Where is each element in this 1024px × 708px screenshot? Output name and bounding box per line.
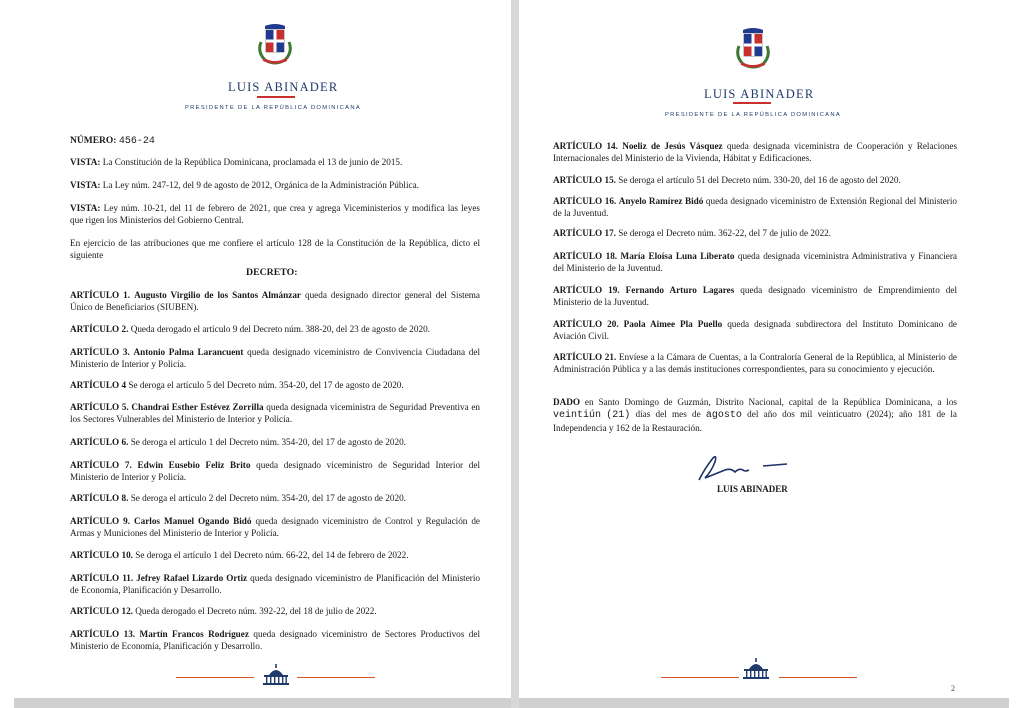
decreto-heading: DECRETO: [246, 267, 298, 278]
vista-2 [70, 179, 480, 191]
dado-month: agosto [705, 410, 742, 421]
dado-paragraph [553, 396, 957, 434]
footer-line-left [176, 677, 254, 678]
article-4: ARTÍCULO 4 Se deroga el artículo 5 del Decreto núm. 354-20, del 17 de agosto de 2020. [70, 380, 404, 390]
decree-number-label: NÚMERO: [70, 136, 117, 146]
document-page-1 [0, 0, 511, 708]
vista-text: La Constitución de la República Dominicana, proclamada el 13 de junio de 2015. [102, 157, 403, 167]
header-name: LUIS ABINADER [228, 80, 339, 94]
vista-label: VISTA: [70, 180, 101, 190]
article-18: ARTÍCULO 18. María Eloísa Luna Liberato queda designada viceministra Administrativa y Financiera del Ministerio de la Juventud. [553, 251, 958, 273]
article-5: ARTÍCULO 5. Chandrai Esther Estévez Zorrilla queda designada viceministra de Seguridad Preventiva en los Sectores Vulnerables del Ministerio de Interior y Policía. [70, 402, 480, 424]
header-title: PRESIDENTE DE LA REPÚBLICA DOMINICANA [665, 112, 841, 118]
footer-line-right [779, 677, 857, 678]
dado-text-3: del año dos mil veinticuatro (2024); año 181 de la Independencia y 162 de la Restauración. [553, 409, 958, 433]
page-gutter [511, 0, 519, 708]
article-10: ARTÍCULO 10. Se deroga el artículo 1 del Decreto núm. 66-22, del 14 de febrero de 2022. [70, 550, 409, 560]
palace-dome-icon [741, 657, 771, 679]
vista-1 [70, 156, 480, 168]
decree-number-value: 456-24 [118, 136, 155, 147]
article-15: ARTÍCULO 15. Se deroga el artículo 51 del Decreto núm. 330-20, del 16 de agosto del 2020. [553, 175, 901, 185]
header-title: PRESIDENTE DE LA REPÚBLICA DOMINICANA [185, 105, 361, 111]
header-name: LUIS ABINADER [704, 87, 815, 101]
document-page-2 [519, 0, 1024, 708]
article-13: ARTÍCULO 13. Martín Francos Rodríguez queda designado viceministro de Sectores Productivos del Ministerio de Economía, Planificación y Desarrollo. [70, 629, 480, 651]
article-17: ARTÍCULO 17. Se deroga el Decreto núm. 362-22, del 7 de julio de 2022. [553, 228, 832, 238]
ejercicio-paragraph: En ejercicio de las atribuciones que me confiere el artículo 128 de la Constitución de la República, dicto el siguiente [70, 238, 480, 260]
dado-day-number: (21) [606, 410, 631, 421]
article-6: ARTÍCULO 6. Se deroga el artículo 1 del Decreto núm. 354-20, del 17 de agosto de 2020. [70, 437, 406, 447]
page-number: 2 [951, 684, 955, 693]
article-1: ARTÍCULO 1. Augusto Virgilio de los Santos Almánzar queda designado director general del Sistema Único de Beneficiarios (SIUBEN). [70, 290, 481, 312]
article-9: ARTÍCULO 9. Carlos Manuel Ogando Bidó queda designado viceministro de Control y Regulación de Armas y Municiones del Ministerio de Interior y Policía. [70, 516, 480, 538]
palace-dome-icon [261, 663, 291, 685]
coat-of-arms-icon [733, 26, 773, 70]
article-12: ARTÍCULO 12. Queda derogado el Decreto núm. 392-22, del 18 de julio de 2022. [70, 606, 377, 616]
article-11: ARTÍCULO 11. Jefrey Rafael Lizardo Ortiz queda designado viceministro de Planificación del Ministerio de Economía, Planificación y Desarrollo. [70, 573, 480, 595]
signature-icon [691, 448, 801, 484]
article-8: ARTÍCULO 8. Se deroga el artículo 2 del Decreto núm. 354-20, del 17 de agosto de 2020. [70, 493, 406, 503]
dado-text-2: días del mes de [635, 409, 701, 419]
article-16: ARTÍCULO 16. Anyelo Ramírez Bidó queda designado viceministro de Extensión Regional del Ministerio de la Juventud. [553, 196, 958, 218]
header-divider [733, 102, 771, 104]
vista-label: VISTA: [70, 157, 101, 167]
vista-3 [70, 202, 480, 226]
header-divider [257, 96, 295, 98]
page-bottom-strip [519, 698, 1009, 708]
article-14: ARTÍCULO 14. Noeliz de Jesús Vásquez queda designada viceministra de Cooperación y Relaciones Internacionales del Ministerio de la Vivienda, Hábitat y Edificaciones. [553, 141, 958, 163]
footer-line-right [297, 677, 375, 678]
footer-line-left [661, 677, 739, 678]
article-20: ARTÍCULO 20. Paola Aimee Pla Puello queda designada subdirectora del Instituto Dominicano de Aviación Civil. [553, 319, 957, 341]
vista-label: VISTA: [70, 203, 101, 213]
vista-text: Ley núm. 10-21, del 11 de febrero de 2021, que crea y agrega Viceministerios y modifica las leyes que rigen los Ministerios del Gobierno Central. [70, 203, 480, 225]
dado-day-word: veintiún [553, 410, 602, 421]
coat-of-arms-icon [255, 22, 295, 66]
vista-text: La Ley núm. 247-12, del 9 de agosto de 2012, Orgánica de la Administración Pública. [102, 180, 419, 190]
article-21: ARTÍCULO 21. Envíese a la Cámara de Cuentas, a la Contraloría General de la República, al Ministerio de Administración Pública y a las demás instituciones correspondientes, para su conocimiento y ejecución. [553, 352, 957, 374]
dado-text-1: en Santo Domingo de Guzmán, Distrito Nacional, capital de la República Dominicana, a los [584, 397, 958, 407]
article-19: ARTÍCULO 19. Fernando Arturo Lagares queda designado viceministro de Emprendimiento del Ministerio de la Juventud. [553, 285, 958, 307]
article-3: ARTÍCULO 3. Antonio Palma Larancuent queda designado viceministro de Convivencia Ciudadana del Ministerio de Interior y Policía. [70, 347, 480, 369]
decree-number [70, 136, 155, 147]
page-bottom-strip [14, 698, 511, 708]
dado-label: DADO [553, 397, 581, 407]
article-7: ARTÍCULO 7. Edwin Eusebio Feliz Brito queda designado viceministro de Seguridad Interior del Ministerio de Interior y Policía. [70, 460, 481, 482]
article-2: ARTÍCULO 2. Queda derogado el artículo 9 del Decreto núm. 388-20, del 23 de agosto de 2020. [70, 324, 430, 334]
signature-name: LUIS ABINADER [717, 484, 788, 494]
